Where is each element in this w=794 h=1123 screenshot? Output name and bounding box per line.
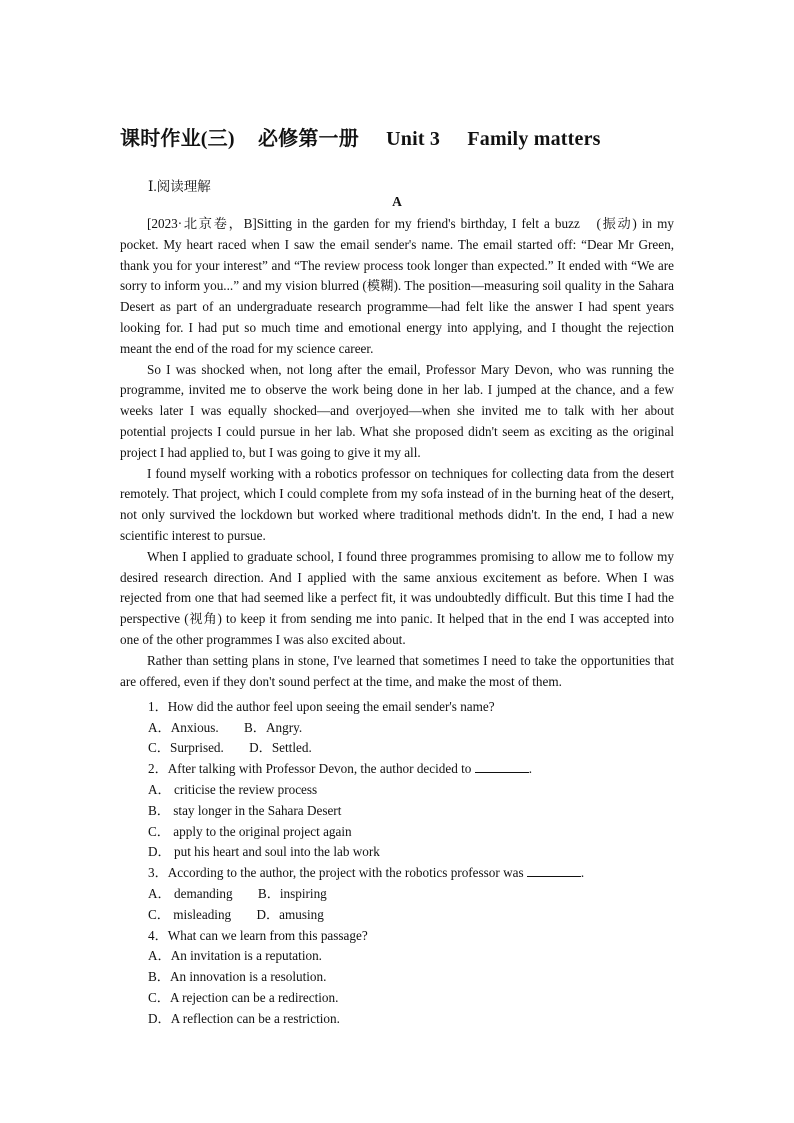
question-2 (148, 758, 532, 777)
title-homework: 课时作业(三) (120, 128, 235, 150)
option-b: B．An innovation is a resolution. (148, 969, 327, 984)
option-b: B． stay longer in the Sahara Desert (148, 803, 342, 818)
question-3-options-row-2 (148, 904, 324, 923)
question-2-text: 2．After talking with Professor Devon, the author decided to (148, 761, 475, 776)
title-unit-name: Family matters (467, 128, 601, 150)
question-1-options-row-2 (148, 737, 312, 756)
question-1: 1．How did the author feel upon seeing the email sender's name? (148, 699, 495, 714)
option-a: A． demanding (148, 886, 233, 901)
option-d: D．Settled. (249, 740, 312, 755)
passage-body (120, 214, 674, 692)
option-c: C． misleading (148, 907, 232, 922)
paragraph: So I was shocked when, not long after the email, Professor Mary Devon, who was running the programme, invited me to observe the work being done in her lab. I jumped at the chance, and a few weeks later I was equally shocked—and overjoyed—when she invited me to talk with her about potential projects I could pursue in her lab. What she proposed didn't seem as exciting as the original project I had applied to, but I was going to give it my all. (120, 361, 674, 460)
question-3-text: 3．According to the author, the project with the robotics professor was (148, 865, 527, 880)
section-heading: Ⅰ.阅读理解 (148, 179, 211, 194)
option-a: A．Anxious. (148, 720, 219, 735)
paragraph: When I applied to graduate school, I found three programmes promising to allow me to follow my desired research direction. And I applied with the same anxious excitement as before. When I was rejected from one that had seemed like a perfect fit, it was undoubtedly difficult. But this time I had the perspective (视角) to keep it from sending me into panic. It helped that in the end I was accepted into one of the other programmes I was also excited about. (120, 548, 674, 647)
option-c: C．A rejection can be a redirection. (148, 990, 339, 1005)
question-4: 4．What can we learn from this passage? (148, 928, 368, 943)
option-b: B．Angry. (244, 720, 303, 735)
option-a: A．An invitation is a reputation. (148, 948, 322, 963)
question-3 (148, 862, 584, 881)
option-a: A． criticise the review process (148, 782, 318, 797)
question-3-period: . (580, 865, 585, 880)
paragraph: [2023·北京卷，B]Sitting in the garden for my friend's birthday, I felt a buzz (振动) in my pocket. My heart raced when I saw the email sender's name. The email started off: “Dear Mr Green, thank you for your interest” and “The review process took longer than expected.” It ended with “We are sorry to inform you...” and my vision blurred (模糊). The position—measuring soil quality in the Sahara Desert as part of an undergraduate research programme—had felt like the answer I had spent years looking for. I had put so much time and emotional energy into applying, and I thought the rejection meant the end of the road for my science career. (120, 216, 674, 356)
question-3-options-row-1 (148, 883, 327, 902)
question-2-period: . (528, 761, 532, 776)
answer-blank (527, 866, 581, 877)
option-d: D． put his heart and soul into the lab work (148, 844, 380, 859)
page-title (120, 122, 720, 151)
passage-label: A (392, 194, 402, 209)
paragraph: Rather than setting plans in stone, I've learned that sometimes I need to take the opportunities that are offered, even if they don't sound perfect at the time, and make the most of them. (120, 652, 674, 689)
answer-blank (475, 762, 529, 773)
title-unit: Unit 3 (386, 128, 441, 150)
option-c: C． apply to the original project again (148, 824, 352, 839)
paragraph: I found myself working with a robotics professor on techniques for collecting data from the desert remotely. That project, which I could complete from my sofa instead of in the burning heat of the desert, not only survived the lockdown but worked where traditional methods didn't. In the end, I had a new scientific interest to pursue. (120, 465, 674, 543)
option-b: B．inspiring (257, 886, 327, 901)
option-d: D．amusing (256, 907, 324, 922)
title-volume: 必修第一册 (257, 128, 359, 150)
question-1-options-row-1 (148, 717, 302, 736)
option-d: D．A reflection can be a restriction. (148, 1011, 340, 1026)
option-c: C．Surprised. (148, 740, 224, 755)
